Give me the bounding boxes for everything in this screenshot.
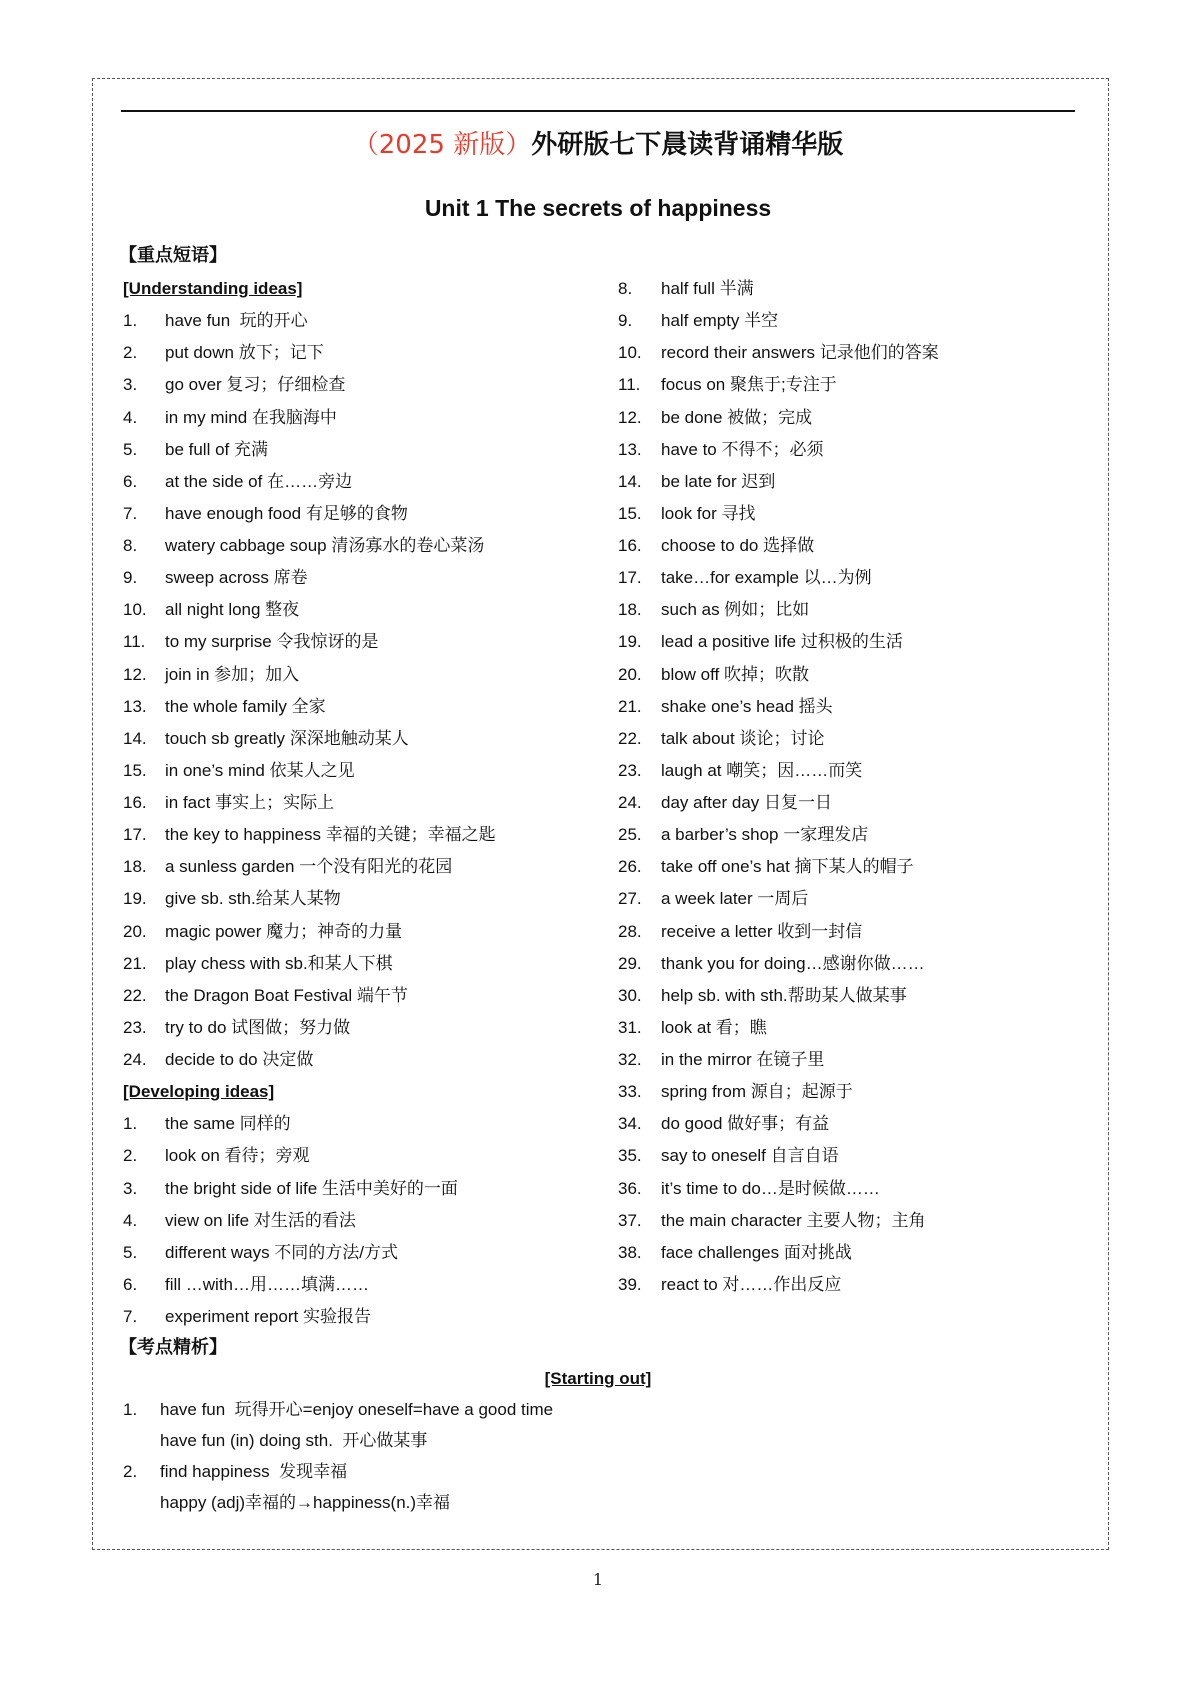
phrase-text: say to oneself 自言自语 [661,1146,839,1166]
phrase-number: 12. [618,407,642,427]
phrase-text: in my mind 在我脑海中 [165,407,337,427]
phrase-item [618,369,1088,401]
phrase-text: put down 放下；记下 [165,343,324,363]
phrase-item [123,691,593,723]
phrase-text: in the mirror 在镜子里 [661,1050,825,1069]
phrase-number: 19. [123,889,147,909]
phrase-item [123,1237,593,1269]
phrase-text: watery cabbage soup 清汤寡水的卷心菜汤 [165,536,485,555]
phrase-number: 5. [123,1242,138,1262]
phrase-item [123,723,593,755]
phrase-item [618,1108,1088,1140]
phrase-number: 17. [123,825,147,845]
analysis-number [123,1487,160,1518]
phrase-item [618,594,1088,626]
phrase-number: 2. [123,1146,138,1166]
phrase-text: a sunless garden 一个没有阳光的花园 [165,857,453,877]
phrase-item [618,1044,1088,1076]
phrase-item [123,305,593,337]
title-edition: （2025 新版） [352,130,532,160]
phrase-text: the bright side of life 生活中美好的一面 [165,1178,458,1198]
page-number: 1 [592,1570,604,1589]
phrase-item [618,948,1088,980]
phrase-text: sweep across 席卷 [165,568,308,588]
phrase-text: to my surprise 令我惊讶的是 [165,632,379,652]
phrase-number: 7. [123,1307,138,1326]
phrase-text: have enough food 有足够的食物 [165,503,408,523]
phrase-item [618,1140,1088,1172]
phrase-item [123,980,593,1012]
key-phrases-heading: 【重点短语】 [119,245,227,265]
phrase-number: 18. [618,600,642,620]
top-rule [121,110,1075,112]
phrase-item [123,402,593,434]
phrase-text: look for 寻找 [661,503,756,523]
phrase-number: 19. [618,632,642,652]
phrase-item [618,626,1088,658]
phrase-item [123,337,593,369]
phrase-text: record their answers 记录他们的答案 [661,343,939,363]
phrase-number: 17. [618,568,642,588]
phrase-number: 24. [123,1050,147,1069]
phrases-left-column [123,273,593,1333]
phrase-number: 36. [618,1178,642,1198]
phrase-number: 1. [123,311,138,331]
phrase-number: 24. [618,793,642,812]
phrase-text: experiment report 实验报告 [165,1307,371,1326]
phrase-number: 9. [618,311,633,331]
phrase-text: receive a letter 收到一封信 [661,921,863,941]
analysis-line [123,1487,1063,1518]
phrase-text: look at 看；瞧 [661,1017,767,1037]
phrase-number: 2. [123,343,138,363]
phrase-number: 10. [123,600,147,620]
phrase-text: give sb. sth.给某人某物 [165,889,341,909]
phrase-text: have to 不得不；必须 [661,439,824,459]
phrase-text: thank you for doing…感谢你做…… [661,953,925,973]
phrase-text: look on 看待；旁观 [165,1146,310,1166]
phrase-text: be late for 迟到 [661,471,776,491]
phrase-text: touch sb greatly 深深地触动某人 [165,728,409,748]
phrase-text: day after day 日复一日 [661,793,833,812]
phrase-item [123,369,593,401]
phrase-item [618,723,1088,755]
phrase-number: 15. [618,503,642,523]
phrase-text: all night long 整夜 [165,600,300,620]
phrase-text: laugh at 嘲笑；因……而笑 [661,760,863,780]
phrase-item [618,1076,1088,1108]
phrase-text: lead a positive life 过积极的生活 [661,632,903,652]
analysis-text: have fun 玩得开心=enjoy oneself=have a good time [160,1400,554,1419]
phrase-item [123,466,593,498]
phrase-text: fill …with…用……填满…… [165,1274,370,1294]
phrase-text: react to 对……作出反应 [661,1274,842,1294]
phrase-text: face challenges 面对挑战 [661,1242,852,1262]
phrase-item [618,1012,1088,1044]
phrase-number: 8. [123,536,138,555]
phrase-text: be done 被做；完成 [661,407,813,427]
phrase-number: 9. [123,568,138,588]
phrase-number: 35. [618,1146,642,1166]
phrase-text: take…for example 以…为例 [661,568,872,588]
phrase-text: shake one’s head 摇头 [661,696,833,716]
phrase-item [123,1044,593,1076]
phrase-number: 7. [123,503,138,523]
phrase-item [123,1301,593,1333]
subsection-header: [Developing ideas] [123,1082,275,1102]
phrase-item [123,1173,593,1205]
analysis-line [123,1456,1063,1487]
phrase-item [123,1140,593,1172]
phrase-text: join in 参加；加入 [165,664,300,684]
phrase-number: 11. [123,632,146,652]
phrase-item [123,1269,593,1301]
phrase-item [123,755,593,787]
phrase-item [123,916,593,948]
phrase-number: 25. [618,825,642,845]
phrase-number: 14. [123,728,147,748]
phrase-number: 13. [123,696,147,716]
phrase-number: 22. [618,728,642,748]
phrase-number: 13. [618,439,642,459]
phrase-number: 30. [618,985,642,1005]
phrase-text: choose to do 选择做 [661,536,815,555]
phrase-number: 20. [618,664,642,684]
phrase-number: 38. [618,1242,642,1262]
phrase-text: at the side of 在……旁边 [165,471,353,491]
phrase-number: 23. [123,1017,147,1037]
phrase-item [123,883,593,915]
phrase-item [618,787,1088,819]
phrase-number: 33. [618,1082,642,1102]
phrase-number: 3. [123,375,138,395]
phrase-text: half full 半满 [661,279,754,298]
phrase-item [123,1205,593,1237]
analysis-list [123,1394,1063,1518]
phrase-number: 31. [618,1017,642,1037]
phrase-number: 22. [123,985,147,1005]
phrase-text: talk about 谈论；讨论 [661,728,825,748]
phrase-number: 34. [618,1114,642,1134]
analysis-number: 1. [123,1400,138,1419]
phrase-number: 39. [618,1274,642,1294]
phrase-item [618,916,1088,948]
analysis-heading: 【考点精析】 [119,1337,227,1357]
phrase-item [618,980,1088,1012]
phrase-text: be full of 充满 [165,439,268,459]
phrase-text: such as 例如；比如 [661,600,810,620]
phrase-item [618,819,1088,851]
phrase-number: 20. [123,921,147,941]
phrase-item [123,498,593,530]
unit-title: Unit 1 The secrets of happiness [424,195,772,221]
phrase-item [618,1205,1088,1237]
phrase-number: 6. [123,471,138,491]
phrase-item [618,498,1088,530]
phrase-item [123,562,593,594]
phrase-text: the key to happiness 幸福的关键；幸福之匙 [165,825,496,845]
phrase-item [618,1237,1088,1269]
phrase-text: in one’s mind 依某人之见 [165,760,355,780]
phrase-number: 1. [123,1114,138,1134]
phrase-item [618,691,1088,723]
phrase-text: blow off 吹掉；吹散 [661,664,810,684]
phrase-item [618,434,1088,466]
phrase-number: 18. [123,857,147,877]
phrase-text: a barber’s shop 一家理发店 [661,825,869,845]
phrase-item [618,851,1088,883]
phrase-number: 16. [123,793,147,812]
phrase-text: do good 做好事；有益 [661,1114,830,1134]
phrase-item [618,337,1088,369]
phrase-number: 37. [618,1210,642,1230]
phrase-item [123,434,593,466]
phrase-text: focus on 聚焦于;专注于 [661,375,837,395]
title-main: 外研版七下晨读背诵精华版 [531,130,844,160]
phrase-item [618,562,1088,594]
phrase-text: go over 复习；仔细检查 [165,375,346,395]
phrase-item [618,273,1088,305]
phrase-item [123,530,593,562]
phrase-number: 26. [618,857,642,877]
phrase-number: 10. [618,343,642,363]
phrase-number: 12. [123,664,147,684]
phrase-text: spring from 源自；起源于 [661,1082,853,1102]
phrase-text: play chess with sb.和某人下棋 [165,953,393,973]
analysis-text: find happiness 发现幸福 [160,1462,348,1481]
phrase-text: the main character 主要人物；主角 [661,1210,926,1230]
phrase-text: magic power 魔力；神奇的力量 [165,921,403,941]
analysis-line [123,1425,1063,1456]
phrase-text: try to do 试图做；努力做 [165,1017,351,1037]
phrase-number: 27. [618,889,642,909]
phrase-number: 32. [618,1050,642,1069]
phrase-text: the whole family 全家 [165,696,326,716]
phrase-number: 11. [618,375,641,395]
phrase-text: half empty 半空 [661,311,779,331]
phrase-item [123,626,593,658]
phrase-number: 6. [123,1274,138,1294]
phrase-number: 5. [123,439,138,459]
phrase-number: 23. [618,760,642,780]
phrase-number: 8. [618,279,633,298]
analysis-line [123,1394,1063,1425]
phrase-number: 29. [618,953,642,973]
phrase-item [618,755,1088,787]
phrase-number: 21. [618,696,642,716]
phrase-item [618,1173,1088,1205]
starting-out-header: [Starting out] [544,1369,652,1388]
phrase-item [618,1269,1088,1301]
phrase-text: decide to do 决定做 [165,1050,314,1069]
phrase-number: 3. [123,1178,138,1198]
phrase-number: 16. [618,536,642,555]
document-title [121,128,1075,162]
phrase-item [123,594,593,626]
phrase-item [123,1108,593,1140]
phrase-text: in fact 事实上；实际上 [165,793,335,812]
phrase-item [123,819,593,851]
phrase-text: different ways 不同的方法/方式 [165,1242,399,1262]
analysis-number: 2. [123,1462,138,1481]
phrase-number: 14. [618,471,642,491]
analysis-text: happy (adj)幸福的→happiness(n.)幸福 [160,1493,451,1512]
phrase-item [618,530,1088,562]
phrase-item [123,659,593,691]
phrase-text: help sb. with sth.帮助某人做某事 [661,985,907,1005]
phrase-number: 4. [123,407,138,427]
analysis-text: have fun (in) doing sth. 开心做某事 [160,1431,428,1450]
analysis-number [123,1425,160,1456]
phrases-right-column [618,273,1088,1301]
phrase-text: have fun 玩的开心 [165,311,308,331]
phrase-item [618,402,1088,434]
phrase-item [618,883,1088,915]
phrase-number: 15. [123,760,147,780]
phrase-item [123,851,593,883]
phrase-text: take off one’s hat 摘下某人的帽子 [661,857,914,877]
phrase-item [123,948,593,980]
phrase-number: 4. [123,1210,138,1230]
phrase-text: it’s time to do…是时候做…… [661,1178,880,1198]
phrase-text: the same 同样的 [165,1114,291,1134]
subsection-header: [Understanding ideas] [123,279,303,298]
phrase-text: the Dragon Boat Festival 端午节 [165,985,408,1005]
phrase-item [618,305,1088,337]
phrase-number: 21. [123,953,147,973]
phrase-item [618,466,1088,498]
phrase-number: 28. [618,921,642,941]
phrase-text: a week later 一周后 [661,889,809,909]
phrase-item [123,1012,593,1044]
phrase-text: view on life 对生活的看法 [165,1210,356,1230]
phrase-item [618,659,1088,691]
phrase-item [123,787,593,819]
